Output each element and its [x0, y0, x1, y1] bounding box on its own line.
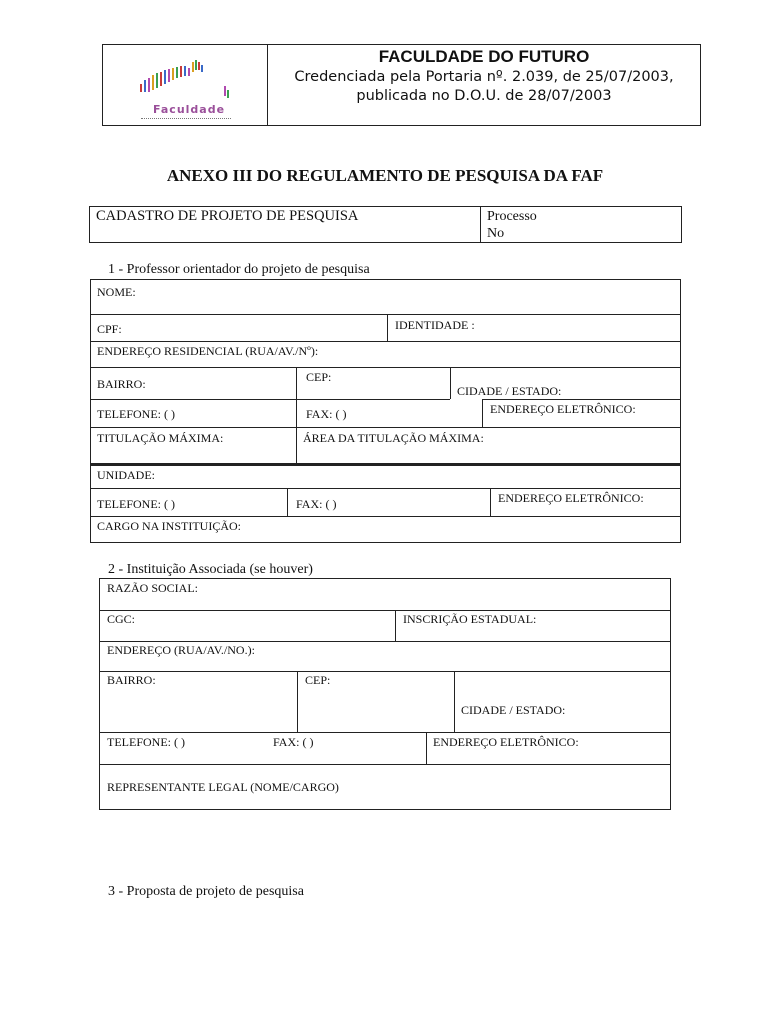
s1-v-email2: [490, 488, 491, 516]
s1-identidade-field[interactable]: IDENTIDADE :: [395, 318, 475, 332]
s2-cidade-field[interactable]: CIDADE / ESTADO:: [461, 703, 566, 717]
s2-line-2: [99, 641, 671, 642]
s2-representante-field[interactable]: REPRESENTANTE LEGAL (NOME/CARGO): [107, 780, 339, 794]
s1-area-field[interactable]: ÁREA DA TITULAÇÃO MÁXIMA:: [303, 431, 484, 445]
s1-cidade-field[interactable]: CIDADE / ESTADO:: [457, 384, 562, 398]
s1-line-2: [90, 341, 681, 342]
processo-line-2: No: [487, 226, 505, 241]
s1-bairro-field[interactable]: BAIRRO:: [97, 377, 146, 391]
s2-endereco-field[interactable]: ENDEREÇO (RUA/AV./NO.):: [107, 643, 255, 657]
registration-label: CADASTRO DE PROJETO DE PESQUISA: [96, 208, 359, 224]
s1-v-email: [482, 399, 483, 427]
s1-fax-field[interactable]: FAX: ( ): [306, 407, 347, 421]
s1-unidade-field[interactable]: UNIDADE:: [97, 468, 155, 482]
s2-telefone-field[interactable]: TELEFONE: ( ): [107, 735, 185, 749]
s2-line-3: [99, 671, 671, 672]
s1-v-cep: [296, 367, 297, 463]
logo-graphic: [135, 56, 235, 106]
s1-endereco-field[interactable]: ENDEREÇO RESIDENCIAL (RUA/AV./Nº):: [97, 344, 319, 358]
s1-v-cidade: [450, 367, 451, 399]
s2-v-email: [426, 732, 427, 764]
s2-inscricao-field[interactable]: INSCRIÇÃO ESTADUAL:: [403, 612, 537, 626]
s1-line-6: [90, 488, 681, 489]
institution-name: FACULDADE DO FUTURO: [378, 47, 590, 66]
document-title: ANEXO III DO REGULAMENTO DE PESQUISA DA FAF: [166, 166, 604, 185]
s2-cgc-field[interactable]: CGC:: [107, 612, 136, 626]
s1-line-4: [90, 399, 296, 400]
logo-underline: [141, 118, 231, 119]
s1-titulacao-field[interactable]: TITULAÇÃO MÁXIMA:: [97, 431, 224, 445]
s1-cargo-field[interactable]: CARGO NA INSTITUIÇÃO:: [97, 519, 241, 533]
registration-divider: [480, 206, 481, 243]
accreditation-line-1: Credenciada pela Portaria nº. 2.039, de 25/07/2003,: [294, 69, 674, 85]
s1-email2-field[interactable]: ENDEREÇO ELETRÔNICO:: [498, 491, 644, 505]
section-1-title: 1 - Professor orientador do projeto de pesquisa: [108, 262, 370, 277]
s2-line-4: [99, 732, 671, 733]
s1-cep-field[interactable]: CEP:: [306, 370, 332, 384]
s1-line-5: [90, 427, 681, 428]
s1-line-4b: [296, 399, 450, 400]
s2-line-1: [99, 610, 671, 611]
s1-fax2-field[interactable]: FAX: ( ): [296, 497, 337, 511]
s2-cep-field[interactable]: CEP:: [305, 673, 331, 687]
faculty-logo: [135, 56, 235, 120]
s1-line-thick: [90, 463, 681, 466]
s2-line-5: [99, 764, 671, 765]
s2-razao-field[interactable]: RAZÃO SOCIAL:: [107, 581, 199, 595]
s1-v-cpf: [387, 314, 388, 341]
s2-v-cidade: [454, 671, 455, 732]
s2-fax-field[interactable]: FAX: ( ): [273, 735, 314, 749]
processo-line-1: Processo: [487, 209, 537, 224]
s1-line-3: [90, 367, 681, 368]
section-2-table: [99, 578, 671, 810]
s1-cpf-field[interactable]: CPF:: [97, 322, 122, 336]
s1-line-7: [90, 516, 681, 517]
section-2-title: 2 - Instituição Associada (se houver): [108, 562, 313, 577]
processo-label[interactable]: [487, 208, 537, 242]
s2-v-cgc: [395, 610, 396, 641]
logo-text: Faculdade: [153, 103, 226, 116]
s1-line-4c: [482, 399, 681, 400]
s1-v-fax2: [287, 488, 288, 516]
accreditation-line-2: publicada no D.O.U. de 28/07/2003: [356, 88, 612, 104]
s1-line-1: [90, 314, 681, 315]
s1-nome-field[interactable]: NOME:: [97, 285, 136, 299]
s1-telefone-field[interactable]: TELEFONE: ( ): [97, 407, 175, 421]
s2-email-field[interactable]: ENDEREÇO ELETRÔNICO:: [433, 735, 579, 749]
s1-telefone2-field[interactable]: TELEFONE: ( ): [97, 497, 175, 511]
section-3-title: 3 - Proposta de projeto de pesquisa: [108, 884, 304, 899]
s2-v-cep: [297, 671, 298, 732]
s1-email-field[interactable]: ENDEREÇO ELETRÔNICO:: [490, 402, 636, 416]
s2-bairro-field[interactable]: BAIRRO:: [107, 673, 156, 687]
